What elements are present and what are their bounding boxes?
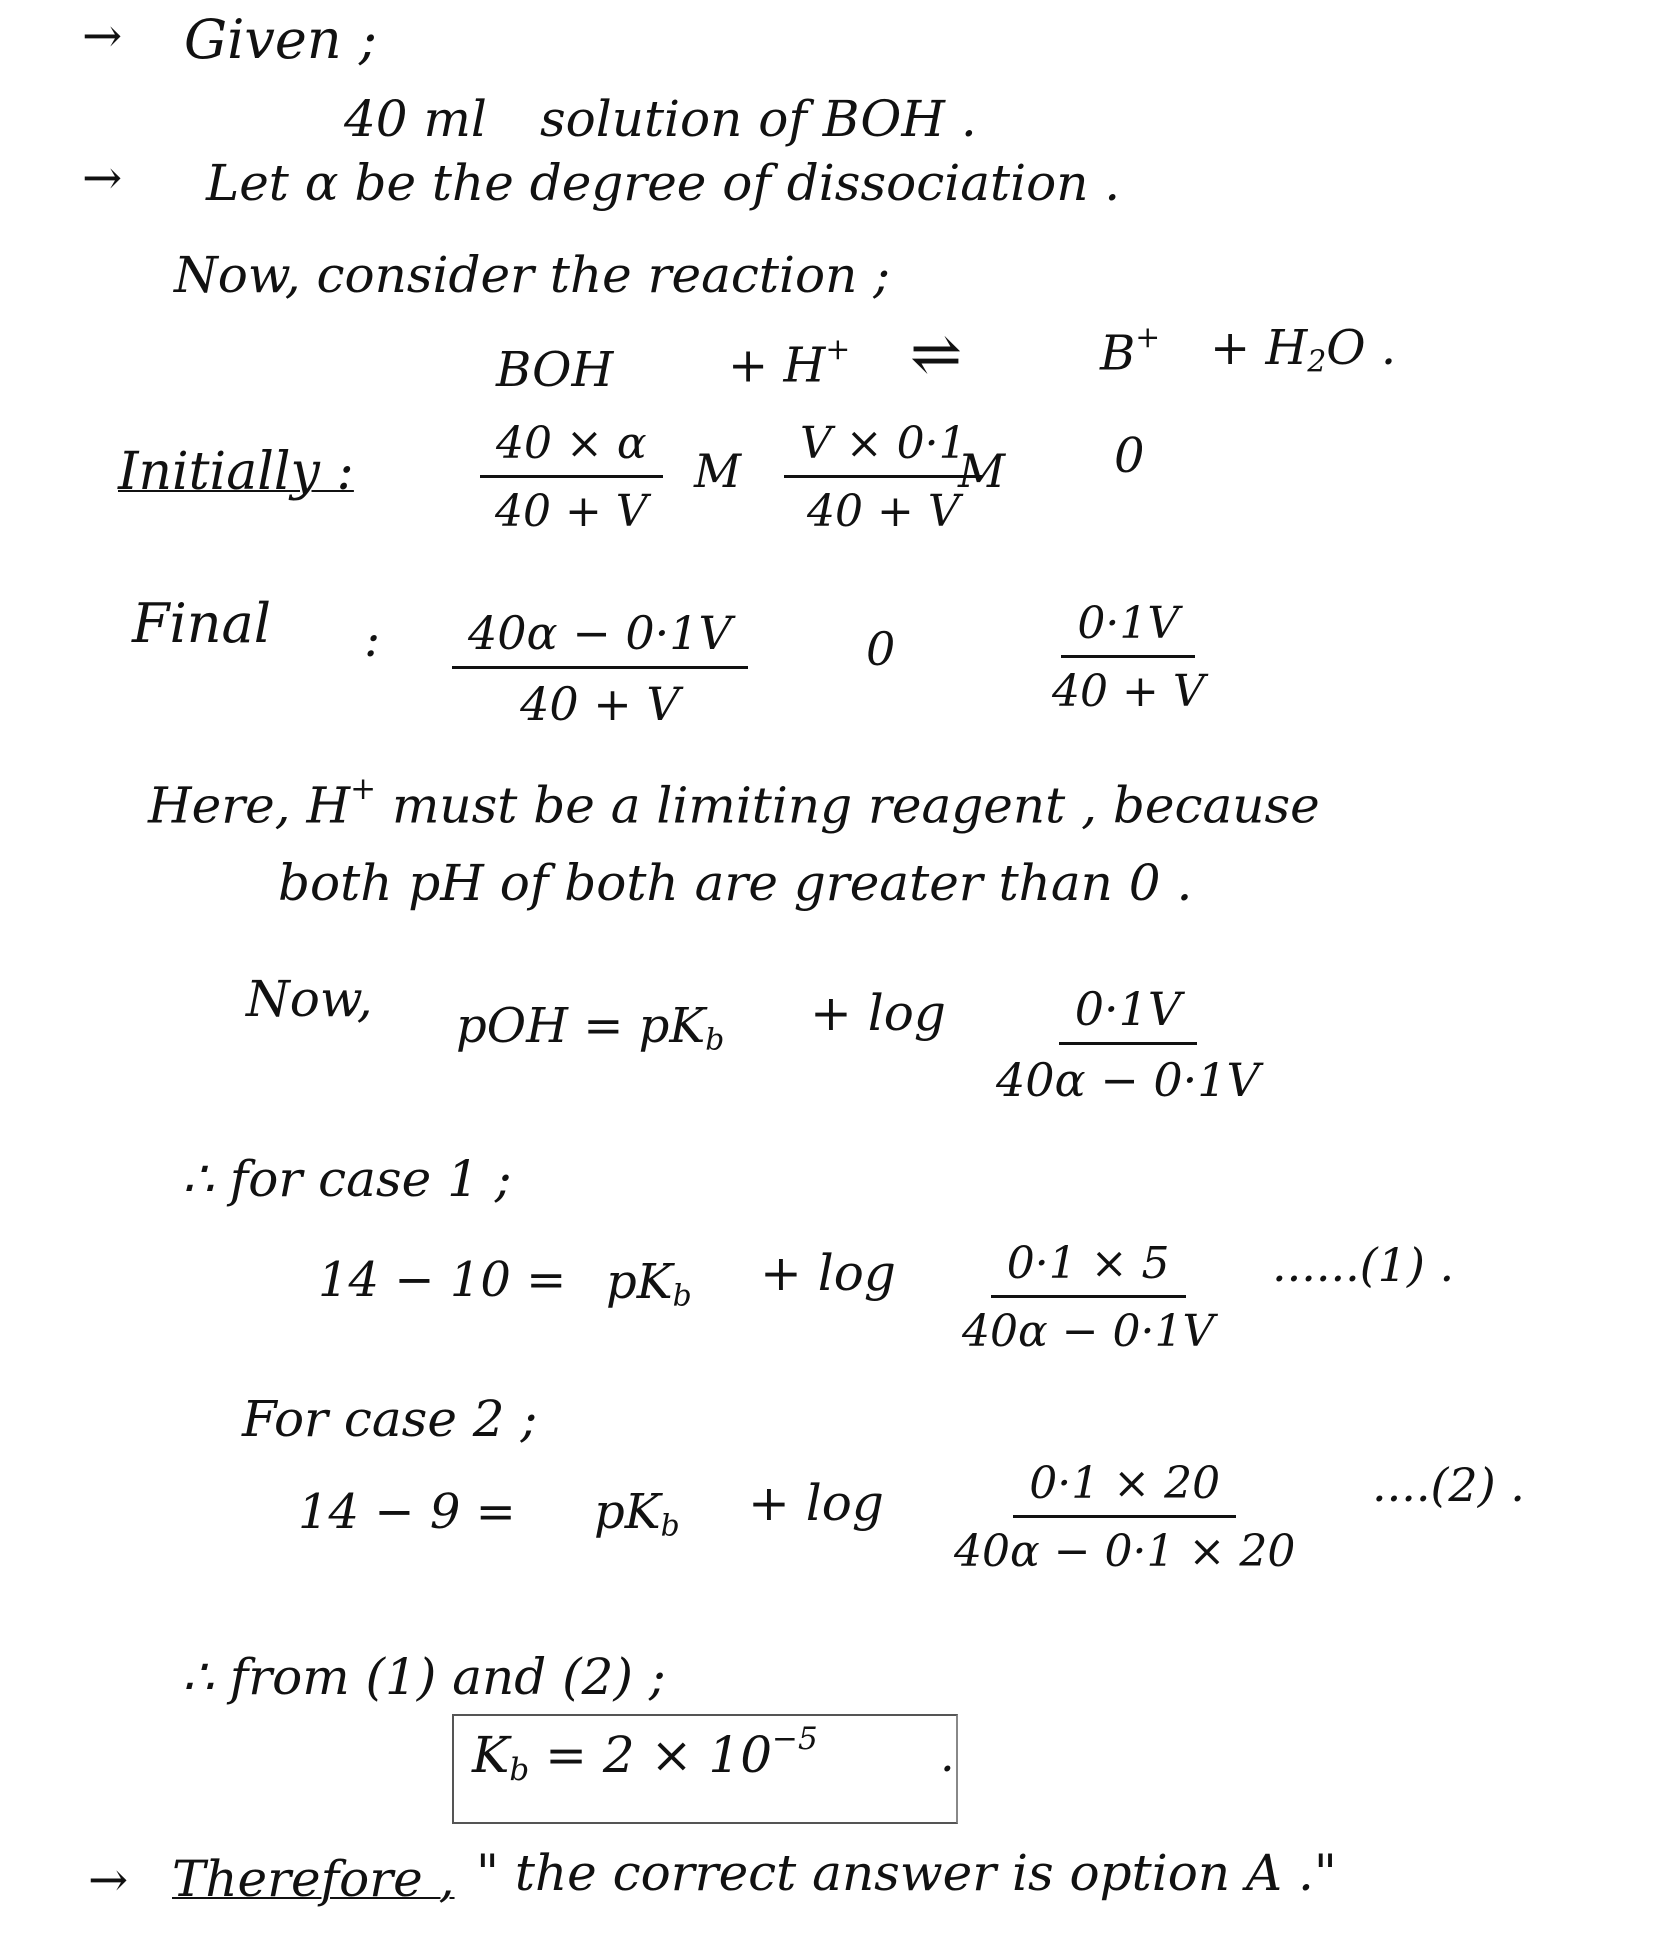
given-heading: Given ;: [184, 8, 378, 71]
case2-equation-tag: ....(2) .: [1372, 1458, 1525, 1512]
reaction-reactant-boh: BOH: [496, 342, 614, 398]
initial-b-value: 0: [1114, 428, 1145, 484]
poh-lhs: pOH = $pK_b$: [456, 998, 725, 1058]
final-boh-concentration: $\frac{40\alpha - 0\cdot 1V}{40 + V}$: [452, 606, 748, 731]
final-b-concentration: $\frac{0\cdot 1V}{40 + V}$: [1052, 598, 1205, 717]
case1-log: + log: [760, 1244, 896, 1302]
conclusion-arrow-icon: →: [88, 1852, 129, 1908]
initial-boh-unit: M: [694, 444, 742, 498]
conclusion-answer: " the correct answer is option A .": [476, 1844, 1337, 1902]
final-label: Final: [132, 592, 271, 655]
reaction-hplus: + H+: [728, 332, 851, 394]
initial-h-unit: M: [958, 444, 1006, 498]
limiting-reagent-line1: Here, H+ must be a limiting reagent , because: [148, 771, 1320, 835]
limiting-reagent-line2: both pH of both are greater than 0 .: [278, 854, 1193, 912]
case2-log: + log: [748, 1474, 884, 1532]
equilibrium-arrow-icon: ⇌: [910, 317, 962, 390]
given-solution: solution of BOH .: [540, 90, 977, 148]
let-statement: Let α be the degree of dissociation .: [206, 154, 1121, 212]
poh-log: + log: [810, 984, 946, 1042]
result-heading: ∴ from (1) and (2) ;: [182, 1648, 666, 1706]
case1-equation-tag: ......(1) .: [1272, 1238, 1455, 1292]
therefore-label: Therefore ,: [172, 1850, 455, 1908]
let-arrow-icon: →: [82, 150, 123, 206]
reaction-product-bplus: B+: [1100, 320, 1161, 382]
kb-answer-box: [452, 1714, 958, 1824]
reaction-product-water: + $H_2O$ .: [1210, 320, 1397, 380]
kb-answer-dot: .: [940, 1728, 955, 1782]
now-consider-text: Now, consider the reaction ;: [174, 246, 891, 304]
case1-heading: ∴ for case 1 ;: [182, 1150, 512, 1208]
initial-boh-concentration: $\frac{40 \times \alpha}{40 + V}$: [480, 418, 663, 537]
kb-answer: $K_b = 2 \times 10^{-5}$: [472, 1721, 818, 1788]
case2-log-fraction: $\frac{0\cdot 1 \times 20}{40\alpha - 0\cdot 1 \times 20}$: [954, 1458, 1296, 1577]
initially-label: Initially :: [118, 442, 354, 502]
case2-pkb: $pK_b$: [594, 1484, 680, 1544]
case2-heading: For case 2 ;: [242, 1390, 538, 1448]
now-label: Now,: [246, 970, 373, 1028]
given-volume: 40 ml: [344, 90, 487, 148]
case1-lhs: 14 − 10 =: [318, 1252, 567, 1308]
given-arrow-icon: →: [82, 8, 123, 64]
case1-log-fraction: $\frac{0\cdot 1 \times 5}{40\alpha - 0\cdot 1V}$: [962, 1238, 1215, 1357]
case2-lhs: 14 − 9 =: [298, 1484, 516, 1540]
final-colon: :: [364, 612, 381, 668]
final-h-value: 0: [866, 622, 896, 676]
case1-pkb: $pK_b$: [606, 1254, 692, 1314]
initial-h-concentration: $\frac{V \times 0\cdot 1}{40 + V}$: [784, 418, 983, 537]
poh-log-fraction: $\frac{0\cdot 1V}{40\alpha - 0\cdot 1V}$: [996, 982, 1260, 1107]
